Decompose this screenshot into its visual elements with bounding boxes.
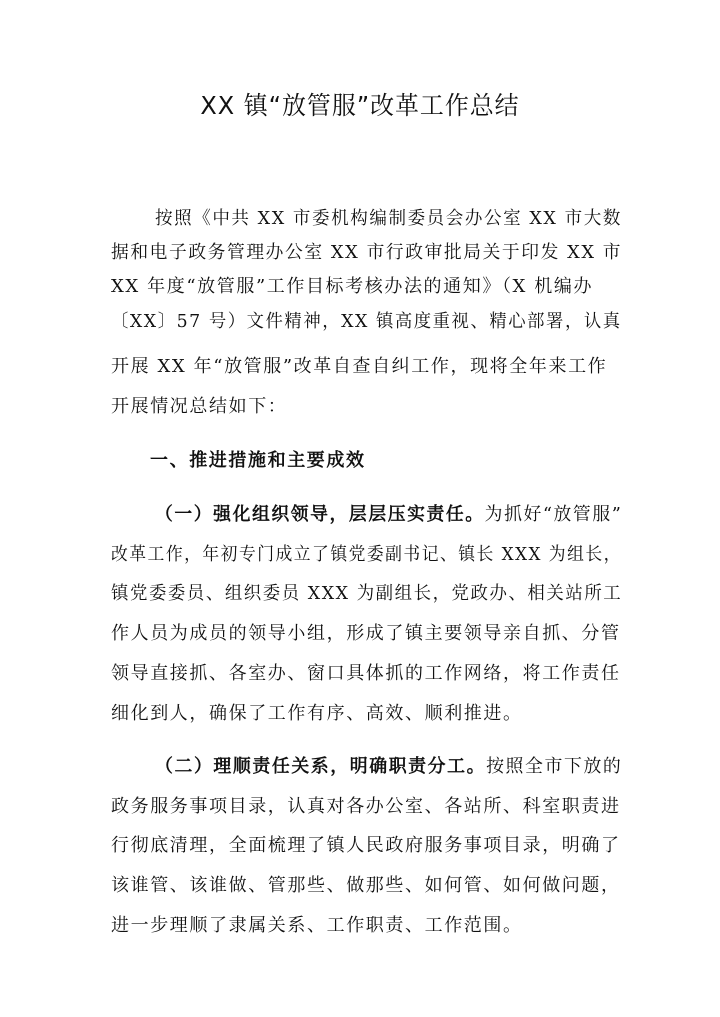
paragraph-1-line: 作人员为成员的领导小组，形成了镇主要领导亲自抓、分管 [111, 623, 621, 644]
paragraph-2-line: 政务服务事项目录，认真对各办公室、各站所、科室职责进 [111, 796, 621, 817]
paragraph-1-lead: （一）强化组织领导，层层压实责任。 [155, 504, 485, 525]
paragraph-2-line: 进一步理顺了隶属关系、工作职责、工作范围。 [111, 915, 523, 936]
intro-line: 据和电子政务管理办公室 XX 市行政审批局关于印发 XX 市 [111, 242, 623, 263]
intro-line: 按照《中共 XX 市委机构编制委员会办公室 XX 市大数 [155, 208, 622, 229]
paragraph-1-first-line [155, 498, 622, 532]
paragraph-1-line: 领导直接抓、各室办、窗口具体抓的工作网络，将工作责任 [111, 663, 621, 684]
intro-line: 开展 XX 年“放管服”改革自查自纠工作，现将全年来工作 [111, 356, 608, 377]
paragraph-2-line: 行彻底清理，全面梳理了镇人民政府服务事项目录，明确了 [111, 835, 621, 856]
intro-line: XX 年度“放管服”工作目标考核办法的通知》（X 机编办 [111, 276, 594, 297]
paragraph-2-line: 该谁管、该谁做、管那些、做那些、如何管、如何做问题， [111, 875, 621, 896]
paragraph-1-line: 细化到人，确保了工作有序、高效、顺利推进。 [111, 703, 523, 724]
paragraph-1-first-text: 为抓好“放管服” [484, 504, 623, 525]
paragraph-2-first-text: 按照全市下放的 [486, 756, 623, 777]
intro-line: 开展情况总结如下： [111, 396, 288, 417]
section-heading: 一、推进措施和主要成效 [150, 450, 366, 471]
document-title: XX 镇“放管服”改革工作总结 [200, 91, 520, 120]
paragraph-1-line: 改革工作，年初专门成立了镇党委副书记、镇长 XXX 为组长， [111, 544, 622, 565]
paragraph-2-lead: （二）理顺责任关系，明确职责分工。 [155, 756, 487, 777]
intro-line: 〔XX〕57 号）文件精神，XX 镇高度重视、精心部署，认真 [111, 311, 622, 332]
paragraph-2-first-line [155, 750, 622, 784]
paragraph-1-line: 镇党委委员、组织委员 XXX 为副组长，党政办、相关站所工 [111, 583, 623, 604]
